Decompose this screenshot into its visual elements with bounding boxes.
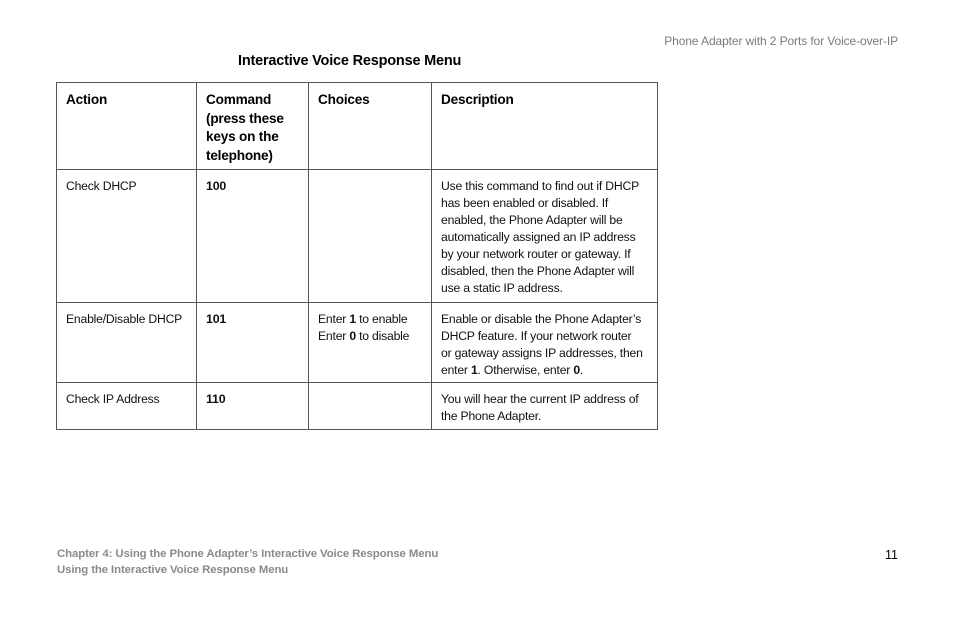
- header-command-line: telephone): [206, 147, 273, 163]
- key-0: 0: [349, 329, 356, 343]
- header-command-line: (press these: [206, 110, 284, 126]
- cell-description: [432, 383, 658, 430]
- description-line: disabled, then the Phone Adapter will: [441, 264, 635, 278]
- description-line: has been enabled or disabled. If: [441, 196, 609, 210]
- header-command-line: Command: [206, 92, 272, 107]
- description-line: Use this command to find out if DHCP: [441, 179, 640, 193]
- page-number: 11: [885, 548, 898, 562]
- header-description: Description: [432, 83, 658, 170]
- header-command: [197, 83, 309, 170]
- key-1: 1: [349, 312, 356, 326]
- footer-chapter: Chapter 4: Using the Phone Adapter’s Interactive Voice Response Menu: [57, 548, 439, 560]
- cell-action: Enable/Disable DHCP: [57, 303, 197, 383]
- cell-choices: [309, 383, 432, 430]
- description-line: enter 1. Otherwise, enter 0.: [441, 363, 584, 377]
- cell-choices: [309, 170, 432, 303]
- table-row: [57, 170, 658, 303]
- cell-command: 110: [197, 383, 309, 430]
- table-title: Interactive Voice Response Menu: [238, 53, 462, 69]
- description-line: enabled, the Phone Adapter will be: [441, 213, 623, 227]
- cell-action: Check DHCP: [57, 170, 197, 303]
- footer: [57, 546, 438, 578]
- header-command-line: keys on the: [206, 129, 279, 144]
- table-row: [57, 383, 658, 430]
- header-action: Action: [57, 83, 197, 170]
- description-line: the Phone Adapter.: [441, 409, 542, 423]
- choice-enable: Enter 1 to enable: [318, 312, 408, 326]
- cell-description: [432, 170, 658, 303]
- cell-description: [432, 303, 658, 383]
- description-line: You will hear the current IP address of: [441, 392, 639, 406]
- cell-action: Check IP Address: [57, 383, 197, 430]
- description-line: automatically assigned an IP address: [441, 230, 636, 244]
- description-line: use a static IP address.: [441, 281, 563, 295]
- description-line: Enable or disable the Phone Adapter’s: [441, 312, 642, 326]
- table-header-row: [57, 83, 658, 170]
- cell-choices: [309, 303, 432, 383]
- ivr-menu-table: [56, 82, 658, 430]
- description-line: or gateway assigns IP addresses, then: [441, 346, 643, 360]
- description-line: by your network router or gateway. If: [441, 247, 631, 261]
- footer-section: Using the Interactive Voice Response Menu: [57, 564, 289, 576]
- header-choices: Choices: [309, 83, 432, 170]
- choice-disable: Enter 0 to disable: [318, 329, 410, 343]
- running-header: Phone Adapter with 2 Ports for Voice-over-IP: [664, 34, 898, 48]
- cell-command: 101: [197, 303, 309, 383]
- table-row: [57, 303, 658, 383]
- cell-command: 100: [197, 170, 309, 303]
- description-line: DHCP feature. If your network router: [441, 329, 632, 343]
